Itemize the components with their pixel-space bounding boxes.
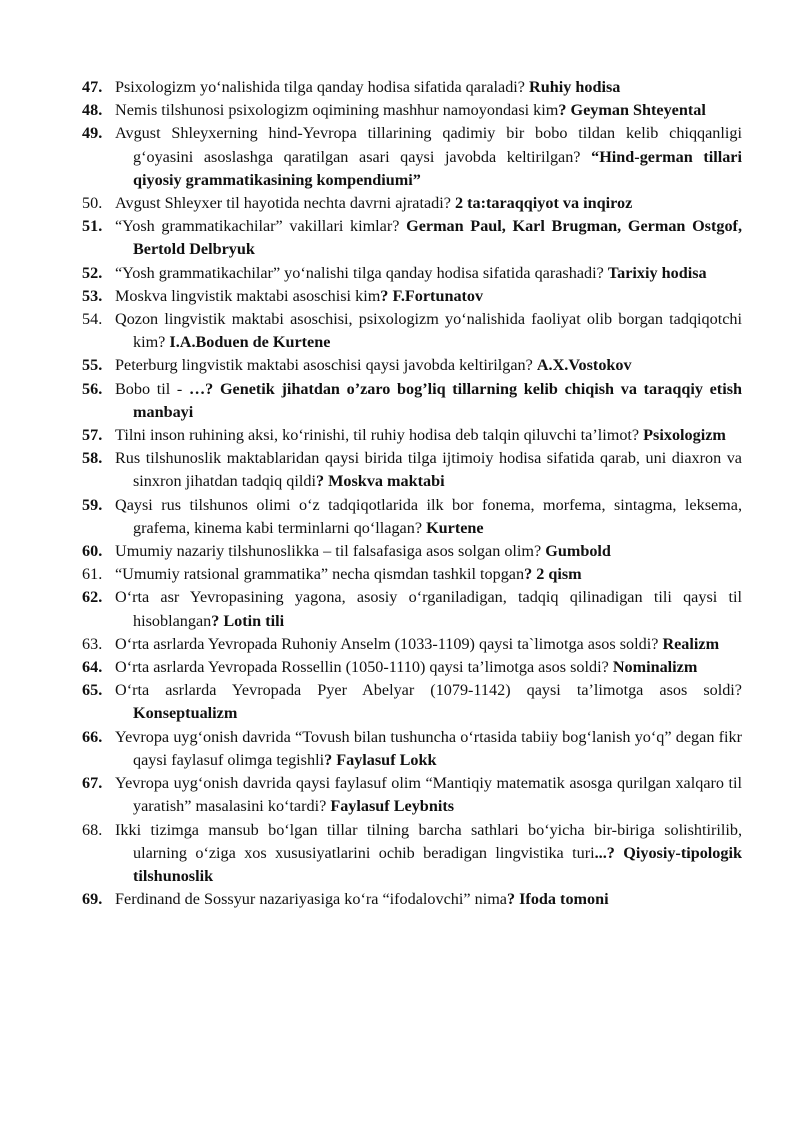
list-item xyxy=(82,378,742,424)
item-number: 51. xyxy=(82,217,103,236)
list-item xyxy=(82,726,742,772)
answer-text: ? Lotin tili xyxy=(211,611,285,630)
answer-text: ? 2 qism xyxy=(524,565,582,584)
answer-text: ? Ifoda tomoni xyxy=(506,890,609,909)
list-item xyxy=(82,633,742,656)
list-item xyxy=(82,99,742,122)
question-text: O‘rta asrlarda Yevropada Ruhoniy Anselm (1033-1109) qaysi ta`limotga asos soldi? xyxy=(115,634,663,653)
item-number: 55. xyxy=(82,356,103,375)
answer-text: Nominalizm xyxy=(612,658,698,677)
answer-text: I.A.Boduen de Kurtene xyxy=(169,333,331,352)
question-list xyxy=(82,76,742,911)
item-number: 62. xyxy=(82,588,103,607)
item-number: 50. xyxy=(82,194,103,213)
list-item xyxy=(82,540,742,563)
item-number: 69. xyxy=(82,890,103,909)
question-text: Peterburg lingvistik maktabi asoschisi qaysi javobda keltirilgan? xyxy=(115,356,537,375)
list-item xyxy=(82,563,742,586)
question-text: Qozon lingvistik maktabi asoschisi, psixologizm yo‘nalishida faoliyat olib borgan tadqiqotchi kim? xyxy=(115,310,742,352)
item-number: 59. xyxy=(82,495,103,514)
question-text: O‘rta asrlarda Yevropada Rossellin (1050-1110) qaysi ta’limotga asos soldi? xyxy=(115,658,613,677)
answer-text: A.X.Vostokov xyxy=(536,356,632,375)
answer-text: ? Moskva maktabi xyxy=(316,472,445,491)
answer-text: German Paul, Karl Brugman, German Ostgof, Bertold Delbryuk xyxy=(133,217,742,259)
question-text: Ferdinand de Sossyur nazariyasiga ko‘ra “ifodalovchi” nima xyxy=(115,890,507,909)
question-text: “Yosh grammatikachilar” vakillari kimlar? xyxy=(115,217,407,236)
answer-text: Faylasuf Leybnits xyxy=(330,797,455,816)
question-text: “Umumiy ratsional grammatika” necha qismdan tashkil topgan xyxy=(115,565,525,584)
item-number: 52. xyxy=(82,263,103,282)
list-item xyxy=(82,586,742,632)
item-number: 64. xyxy=(82,658,103,677)
item-number: 53. xyxy=(82,286,103,305)
question-text: Psixologizm yo‘nalishida tilga qanday hodisa sifatida qaraladi? xyxy=(115,78,530,96)
list-item xyxy=(82,122,742,192)
question-text: O‘rta asrlarda Yevropada Pyer Abelyar (1079-1142) qaysi ta’limotga asos soldi? xyxy=(115,681,742,700)
question-text: Rus tilshunoslik maktablaridan qaysi birida tilga ijtimoiy hodisa sifatida qarab, uni diaxron va sinxron jihatdan tadqiq qildi xyxy=(115,449,742,491)
question-text: “Yosh grammatikachilar” yo‘nalishi tilga qanday hodisa sifatida qarashadi? xyxy=(115,263,608,282)
answer-text: ? Geyman Shteyental xyxy=(558,101,706,120)
answer-text: “Hind-german tillari qiyosiy grammatikasining kompendiumi” xyxy=(133,147,742,189)
list-item xyxy=(82,192,742,215)
question-text: Avgust Shleyxer til hayotida nechta davrni ajratadi? xyxy=(115,194,455,213)
answer-text: ? F.Fortunatov xyxy=(380,286,484,305)
question-text: Avgust Shleyxerning hind-Yevropa tillarining qadimiy bir bobo tildan kelib chiqqanligi g‘oyasini asoslashga qaratilgan asari qaysi javobda keltirilgan? xyxy=(115,124,742,166)
answer-text: Psixologizm xyxy=(643,426,726,445)
question-text: Qaysi rus tilshunos olimi o‘z tadqiqotlarida ilk bor fonema, morfema, sintagma, leksema, grafema, kinema kabi terminlarni qo‘llagan? xyxy=(115,495,742,537)
list-item xyxy=(82,772,742,818)
item-number: 49. xyxy=(82,124,103,143)
item-number: 47. xyxy=(82,78,103,96)
list-item xyxy=(82,494,742,540)
answer-text: Gumbold xyxy=(545,542,611,561)
question-text: Ikki tizimga mansub bo‘lgan tillar tilning barcha sathlari bo‘yicha bir-biriga solishtirilib, ularning o‘ziga xos xususiyatlarini ochib beradigan lingvistika turi xyxy=(115,820,742,862)
list-item xyxy=(82,215,742,261)
answer-text: Realizm xyxy=(662,634,720,653)
answer-text: Tarixiy hodisa xyxy=(607,263,707,282)
item-number: 58. xyxy=(82,449,103,468)
item-number: 61. xyxy=(82,565,103,584)
question-text: Yevropa uyg‘onish davrida qaysi faylasuf olim “Mantiqiy matematik asosga qurilgan xalqaro til yaratish” masalasini ko‘tardi? xyxy=(115,774,742,816)
list-item xyxy=(82,285,742,308)
answer-text: ...? Qiyosiy-tipologik tilshunoslik xyxy=(133,843,742,885)
answer-text: 2 ta:taraqqiyot va inqiroz xyxy=(454,194,633,213)
list-item xyxy=(82,262,742,285)
answer-text: Ruhiy hodisa xyxy=(529,78,621,96)
answer-text: Kurtene xyxy=(426,518,484,537)
item-number: 63. xyxy=(82,634,103,653)
list-item xyxy=(82,308,742,354)
item-number: 65. xyxy=(82,681,103,700)
item-number: 68. xyxy=(82,820,103,839)
list-item xyxy=(82,76,742,99)
item-number: 54. xyxy=(82,310,103,329)
item-number: 48. xyxy=(82,101,103,120)
item-number: 67. xyxy=(82,774,103,793)
question-text: Nemis tilshunosi psixologizm oqimining mashhur namoyondasi kim xyxy=(115,101,559,120)
item-number: 60. xyxy=(82,542,103,561)
question-text: Umumiy nazariy tilshunoslikka – til falsafasiga asos solgan olim? xyxy=(115,542,546,561)
item-number: 57. xyxy=(82,426,103,445)
answer-text: ? Faylasuf Lokk xyxy=(324,750,437,769)
list-item xyxy=(82,679,742,725)
list-item xyxy=(82,447,742,493)
answer-text: Konseptualizm xyxy=(133,704,238,723)
list-item xyxy=(82,656,742,679)
answer-text: …? Genetik jihatdan o’zaro bog’liq tillarning kelib chiqish va taraqqiy etish manbayi xyxy=(133,379,742,421)
item-number: 56. xyxy=(82,379,103,398)
question-text: Bobo til - xyxy=(115,379,189,398)
list-item xyxy=(82,354,742,377)
list-item xyxy=(82,424,742,447)
list-item xyxy=(82,888,742,911)
question-text: Moskva lingvistik maktabi asoschisi kim xyxy=(115,286,381,305)
question-text: Yevropa uyg‘onish davrida “Tovush bilan tushuncha o‘rtasida tabiiy bog‘lanish yo‘q” degan fikr qaysi faylasuf olimga tegishli xyxy=(115,727,742,769)
list-item xyxy=(82,819,742,889)
question-text: Tilni inson ruhining aksi, ko‘rinishi, til ruhiy hodisa deb talqin qiluvchi ta’limot? xyxy=(115,426,644,445)
question-text: O‘rta asr Yevropasining yagona, asosiy o‘rganiladigan, tadqiq qilinadigan tili qaysi til hisoblangan xyxy=(115,588,742,630)
item-number: 66. xyxy=(82,727,103,746)
